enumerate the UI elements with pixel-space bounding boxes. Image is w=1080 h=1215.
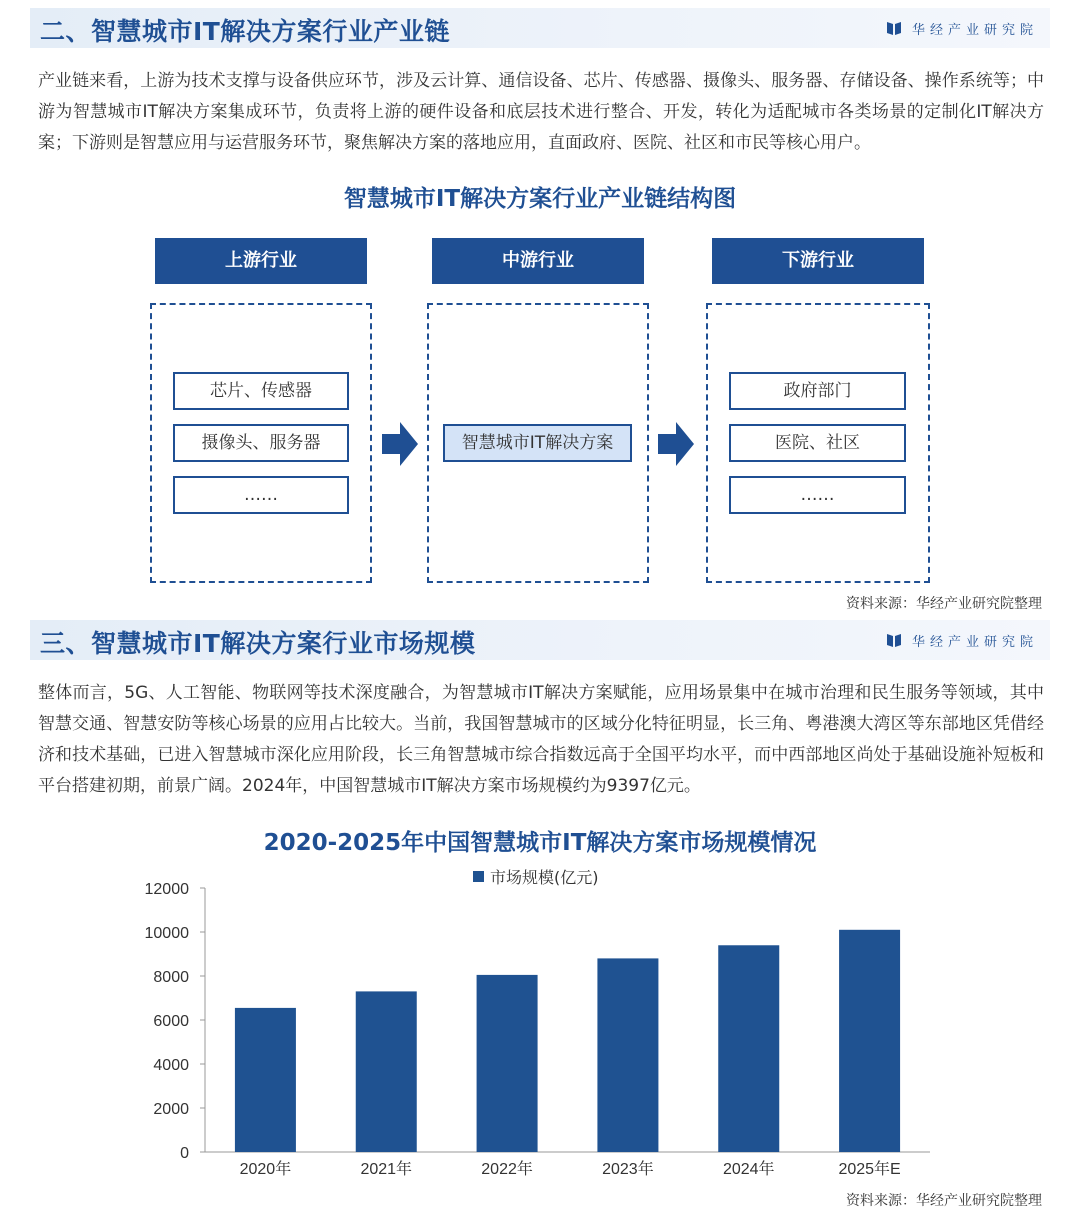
x-tick-label: 2021年 bbox=[360, 1161, 413, 1178]
upstream-header: 上游行业 bbox=[155, 238, 367, 284]
section-title: 二、智慧城市IT解决方案行业产业链 bbox=[40, 17, 450, 46]
chart-title: 2020-2025年中国智慧城市IT解决方案市场规模情况 bbox=[263, 830, 817, 856]
y-tick-label: 8000 bbox=[153, 969, 189, 986]
legend-label: 市场规模(亿元) bbox=[490, 868, 599, 887]
legend-swatch bbox=[473, 871, 484, 882]
y-tick-label: 10000 bbox=[144, 925, 189, 942]
source-note: 资料来源：华经产业研究院整理 bbox=[846, 1193, 1042, 1209]
downstream-item: 政府部门 bbox=[729, 372, 906, 410]
bar bbox=[718, 945, 779, 1152]
brand-logo bbox=[886, 18, 1038, 38]
y-tick-label: 4000 bbox=[153, 1057, 189, 1074]
bar bbox=[597, 958, 658, 1152]
section-header-industry-chain bbox=[30, 8, 1050, 48]
upstream-item: 摄像头、服务器 bbox=[173, 424, 349, 462]
y-tick-label: 6000 bbox=[153, 1013, 189, 1030]
upstream-item: 芯片、传感器 bbox=[173, 372, 349, 410]
y-tick-label: 0 bbox=[180, 1145, 189, 1162]
book-icon bbox=[886, 632, 902, 648]
right-arrow-icon bbox=[658, 422, 694, 466]
bar bbox=[356, 991, 417, 1152]
x-tick-label: 2023年 bbox=[602, 1161, 654, 1178]
upstream-item: …… bbox=[173, 476, 349, 514]
brand-name: 华经产业研究院 bbox=[911, 22, 1038, 38]
x-tick-label: 2024年 bbox=[722, 1161, 775, 1178]
downstream-item: 医院、社区 bbox=[729, 424, 906, 462]
x-tick-label: 2020年 bbox=[239, 1161, 292, 1178]
source-note: 资料来源：华经产业研究院整理 bbox=[846, 596, 1042, 612]
market-size-paragraph: 整体而言，5G、人工智能、物联网等技术深度融合，为智慧城市IT解决方案赋能，应用场景集中在城市治理和民生服务等领域，其中智慧交通、智慧安防等核心场景的应用占比较大。当前，我国智慧城市的区域分化特征明显，长三角、粤港澳大湾区等东部地区凭借经济和技术基础，已进入智慧城市深化应用阶段，长三角智慧城市综合指数远高于全国平均水平，而中西部地区尚处于基础设施补短板和平台搭建初期，前景广阔。2024年，中国智慧城市IT解决方案市场规模约为9397亿元。 bbox=[38, 683, 1044, 796]
diagram-title: 智慧城市IT解决方案行业产业链结构图 bbox=[343, 186, 737, 212]
downstream-header: 下游行业 bbox=[712, 238, 924, 284]
x-tick-label: 2022年 bbox=[481, 1161, 533, 1178]
book-icon bbox=[886, 20, 902, 36]
midstream-header: 中游行业 bbox=[432, 238, 644, 284]
industry-chain-paragraph: 产业链来看，上游为技术支撑与设备供应环节，涉及云计算、通信设备、芯片、传感器、摄像头、服务器、存储设备、操作系统等；中游为智慧城市IT解决方案集成环节，负责将上游的硬件设备和底层技术进行整合、开发，转化为适配城市各类场景的定制化IT解决方案；下游则是智慧应用与运营服务环节，聚焦解决方案的落地应用，直面政府、医院、社区和市民等核心用户。 bbox=[38, 71, 1044, 153]
section-title: 三、智慧城市IT解决方案行业市场规模 bbox=[40, 629, 476, 658]
bar bbox=[839, 930, 900, 1152]
brand-name: 华经产业研究院 bbox=[911, 634, 1038, 650]
bar-chart bbox=[0, 860, 1080, 1190]
y-tick-label: 12000 bbox=[144, 881, 189, 898]
bar bbox=[235, 1008, 296, 1152]
bar bbox=[477, 975, 538, 1152]
right-arrow-icon bbox=[382, 422, 418, 466]
downstream-item: …… bbox=[729, 476, 906, 514]
brand-logo bbox=[886, 630, 1038, 650]
midstream-item: 智慧城市IT解决方案 bbox=[443, 424, 632, 462]
x-tick-label: 2025年E bbox=[838, 1161, 901, 1178]
y-tick-label: 2000 bbox=[153, 1101, 189, 1118]
section-header-market-size bbox=[30, 620, 1050, 660]
